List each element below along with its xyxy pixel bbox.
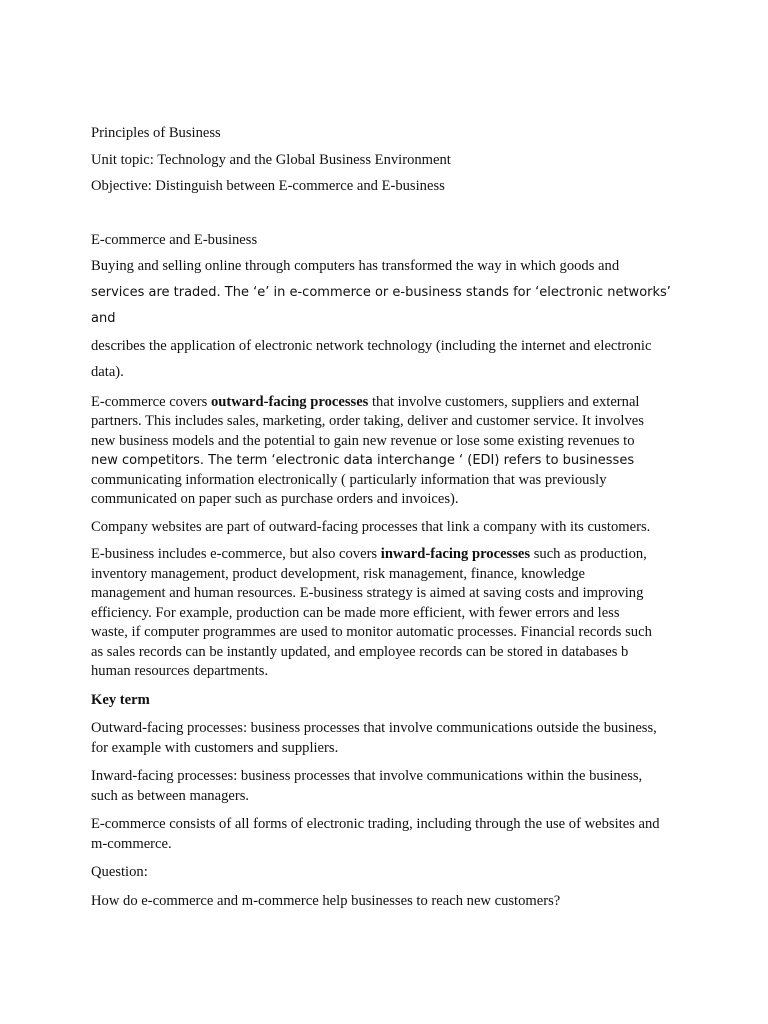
- intro-line: Buying and selling online through computers has transformed the way in which goods and: [91, 258, 620, 274]
- ecommerce-paragraph: [91, 393, 691, 510]
- document-page: [91, 120, 691, 911]
- ecommerce-lead: E-commerce covers: [91, 393, 211, 410]
- ecommerce-rest: that involve customers, suppliers and external: [368, 393, 640, 410]
- objective: Objective: Distinguish between E-commerce and E-business: [91, 178, 445, 194]
- intro-line: services are traded. The ‘e’ in e-commerce or e-business stands for ‘electronic networks’ and: [91, 284, 671, 326]
- question-label: Question:: [91, 864, 148, 880]
- ebusiness-lead: E-business includes e-commerce, but also covers: [91, 546, 381, 562]
- ebusiness-paragraph: [91, 545, 691, 682]
- ebusiness-line: human resources departments.: [91, 663, 269, 679]
- key-term-line: for example with customers and suppliers.: [91, 739, 339, 756]
- section-title: E-commerce and E-business: [91, 231, 258, 248]
- ebusiness-rest: such as production,: [530, 546, 647, 562]
- key-term-outward: [91, 719, 691, 758]
- ecommerce-line: communicating information electronically ( particularly information that was previously: [91, 471, 607, 488]
- ecommerce-line: partners. This includes sales, marketing, order taking, deliver and customer service. It involves: [91, 413, 644, 429]
- ebusiness-line: as sales records can be instantly updated, and employee records can be stored in databases b: [91, 643, 629, 660]
- ecommerce-line: [91, 393, 691, 413]
- ebusiness-line: [91, 545, 691, 565]
- key-term-heading: Key term: [91, 691, 150, 708]
- document-title: Principles of Business: [91, 125, 221, 141]
- unit-topic: Unit topic: Technology and the Global Business Environment: [91, 151, 451, 168]
- ebusiness-line: waste, if computer programmes are used to monitor automatic processes. Financial records such: [91, 624, 652, 640]
- key-term-line: Outward-facing processes: business processes that involve communications outside the business,: [91, 720, 657, 736]
- ecommerce-line: new business models and the potential to gain new revenue or lose some existing revenues to: [91, 432, 635, 449]
- key-term-inward: [91, 767, 691, 806]
- intro-line: describes the application of electronic network technology (including the internet and electronic: [91, 337, 652, 354]
- key-term-line: m-commerce.: [91, 835, 172, 852]
- key-term-ecommerce: [91, 815, 691, 854]
- inward-facing-term: inward-facing processes: [380, 546, 531, 562]
- key-term-line: such as between managers.: [91, 787, 250, 804]
- ecommerce-line: new competitors. The term ‘electronic data interchange ‘ (EDI) refers to businesses: [91, 453, 635, 468]
- key-term-line: Inward-facing processes: business processes that involve communications within the business,: [91, 768, 643, 784]
- question-text: How do e-commerce and m-commerce help businesses to reach new customers?: [91, 892, 561, 909]
- ebusiness-line: management and human resources. E-business strategy is aimed at saving costs and improving: [91, 585, 644, 601]
- outward-facing-term: outward-facing processes: [210, 393, 369, 410]
- key-term-line: E-commerce consists of all forms of electronic trading, including through the use of websites and: [91, 816, 660, 832]
- websites-paragraph: Company websites are part of outward-facing processes that link a company with its customers.: [91, 518, 651, 535]
- ecommerce-line: communicated on paper such as purchase orders and invoices).: [91, 491, 459, 507]
- intro-paragraph: [91, 253, 691, 386]
- intro-line: data).: [91, 364, 124, 380]
- ebusiness-line: efficiency. For example, production can be made more efficient, with fewer errors and less: [91, 604, 620, 621]
- ebusiness-line: inventory management, product development, risk management, finance, knowledge: [91, 565, 585, 582]
